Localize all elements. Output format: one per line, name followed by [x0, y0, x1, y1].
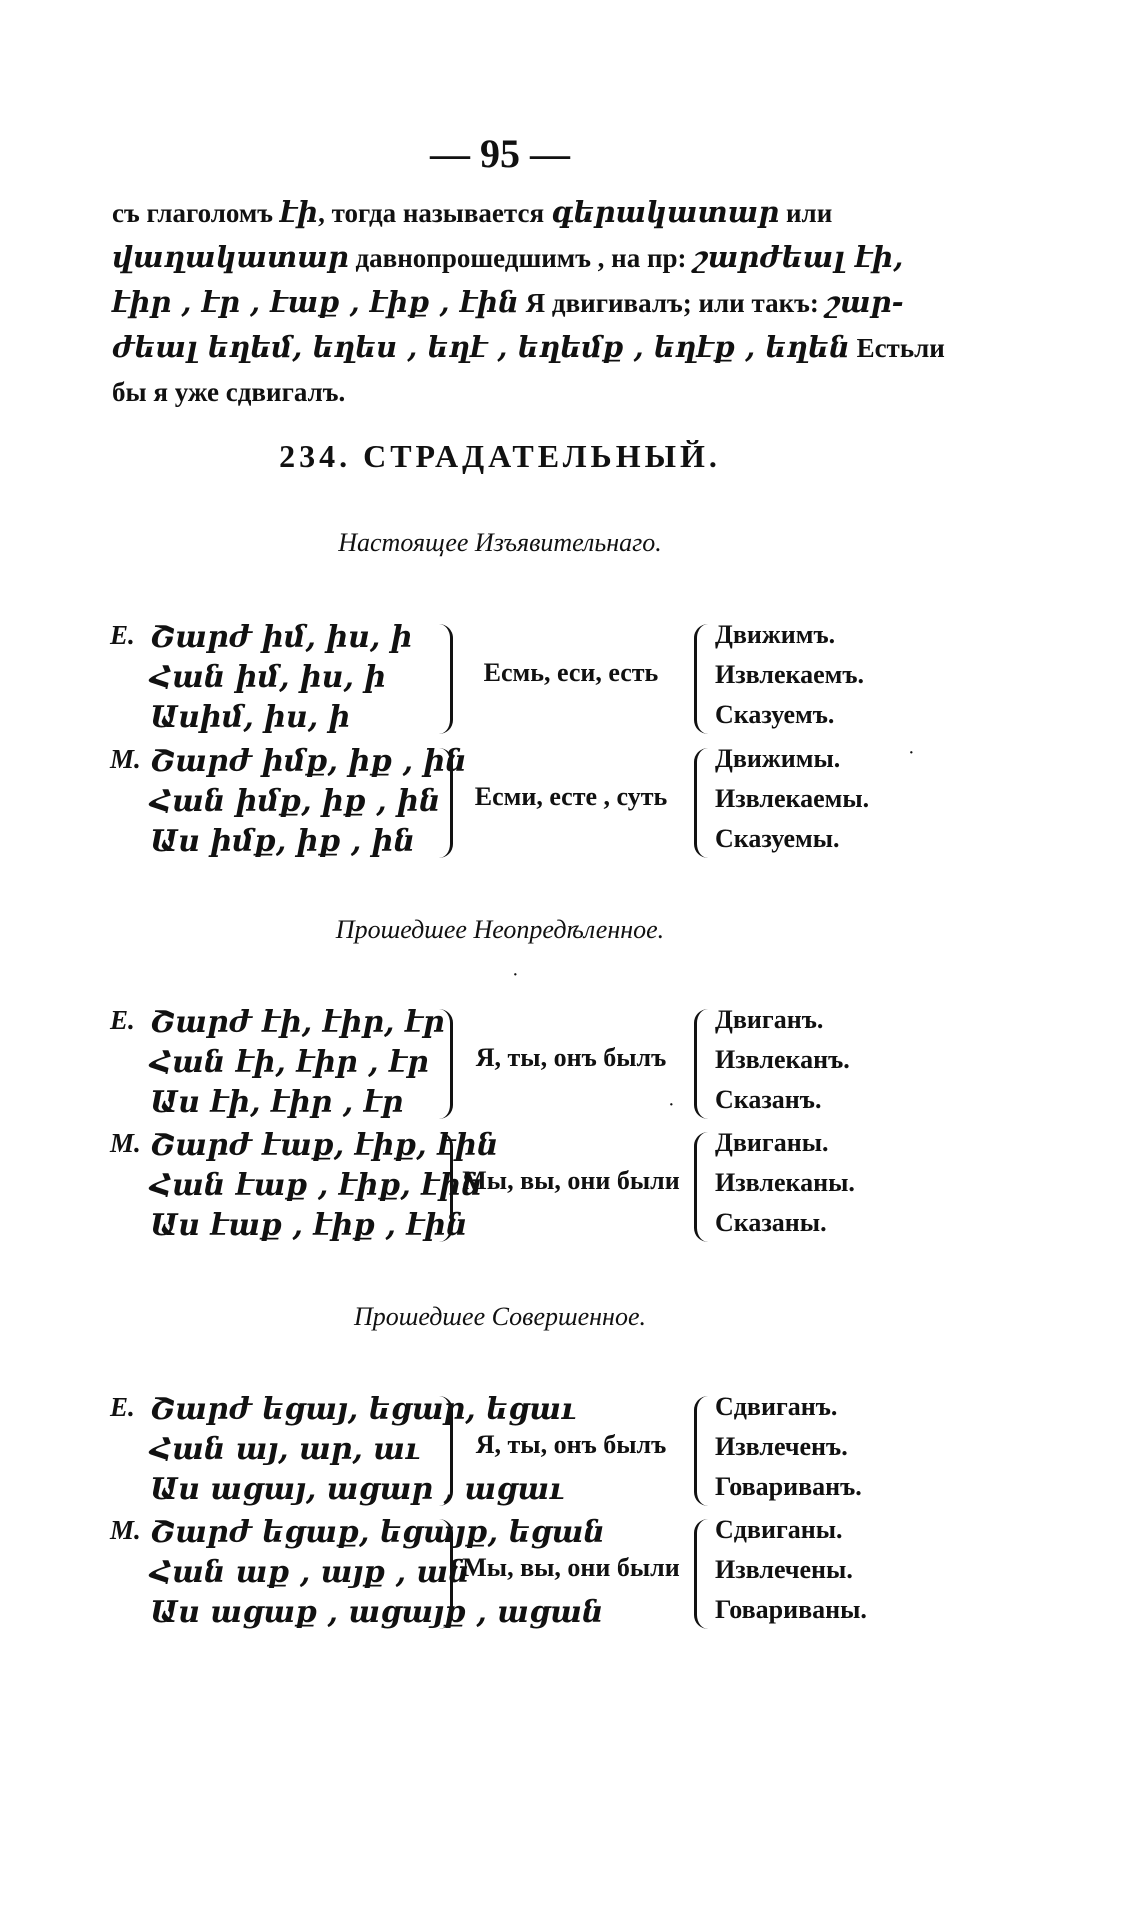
russian-meaning: Движимы. [715, 744, 841, 773]
print-speck: · [512, 964, 519, 986]
conjugation-group [0, 1515, 1140, 1635]
auxiliary-translation: Есми, есте , суть [474, 782, 668, 811]
russian-meaning: Говариваны. [715, 1595, 867, 1624]
russian-meaning: Извлечены. [715, 1555, 853, 1584]
tense-title: Прошедшее Неопредѣленное. [335, 915, 665, 944]
verb-form: Շարժ եցաք, եցայք, եցան [150, 1515, 605, 1550]
russian-meaning: Извлеканъ. [715, 1045, 850, 1074]
right-brace [694, 1132, 711, 1242]
armenian-text: շարժեալ էի, [693, 240, 904, 274]
number-label: Е. [110, 1005, 135, 1035]
page-number: — 95 — [430, 131, 570, 176]
russian-text: давнопрошедшимъ , на пр: [348, 243, 694, 273]
left-brace [436, 1396, 453, 1506]
verb-form: Աս էի, էիր , էր [150, 1085, 404, 1120]
section-title: 234. СТРАДАТЕЛЬНЫЙ. [279, 438, 721, 474]
left-brace [436, 1519, 453, 1629]
russian-text: Естьли [849, 333, 945, 363]
russian-meaning: Сказаны. [715, 1208, 827, 1237]
conjugation-group [0, 744, 1140, 864]
right-brace [694, 624, 711, 734]
russian-meaning: Извлеченъ. [715, 1432, 848, 1461]
verb-form: Հան այ, ար, աւ [150, 1432, 420, 1467]
verb-form: Աս էաք , էիք , էին [150, 1208, 468, 1243]
conjugation-group [0, 1005, 1140, 1125]
armenian-text: էի [279, 195, 319, 229]
right-brace [694, 748, 711, 858]
armenian-text: ժեալ եղեմ, եղես , եղէ , եղեմք , եղէք , եղեն [112, 330, 850, 364]
left-brace [436, 1009, 453, 1119]
russian-meaning: Движимъ. [715, 620, 836, 649]
print-speck: · [668, 1094, 675, 1116]
russian-meaning: Говариванъ. [715, 1472, 862, 1501]
russian-meaning: Двиганъ. [715, 1005, 824, 1034]
left-brace [436, 624, 453, 734]
russian-meaning: Сказуемы. [715, 824, 840, 853]
left-brace [436, 748, 453, 858]
verb-form: Շարժ էի, էիր, էր [150, 1005, 445, 1040]
number-label: Е. [110, 620, 135, 650]
verb-form: Հան իմք, իք , ին [150, 784, 441, 819]
right-brace [694, 1396, 711, 1506]
verb-form: Ասիմ, իս, ի [150, 700, 351, 735]
russian-meaning: Сказуемъ. [715, 700, 835, 729]
number-label: М. [110, 1128, 141, 1158]
russian-text: съ глаголомъ [112, 198, 280, 228]
verb-form: Շարժ իմք, իք , ին [150, 744, 467, 779]
verb-form: Շարժ եցայ, եցար, եցաւ [150, 1392, 576, 1427]
verb-form: Հան իմ, իս, ի [150, 660, 387, 695]
right-brace [694, 1009, 711, 1119]
number-label: Е. [110, 1392, 135, 1422]
auxiliary-translation: Мы, вы, они были [462, 1166, 680, 1195]
left-brace [436, 1132, 453, 1242]
conjugation-group [0, 1392, 1140, 1512]
russian-meaning: Извлекаемъ. [715, 660, 864, 689]
russian-text: , тогда называется [318, 198, 551, 228]
paragraph-line [112, 280, 904, 325]
tense-title: Настоящее Изъявительнаго. [338, 528, 662, 557]
right-brace [694, 1519, 711, 1629]
conjugation-group [0, 1128, 1140, 1248]
russian-text: Я двигивалъ; или такъ: [518, 288, 826, 318]
russian-text: бы я уже сдвигалъ. [112, 377, 346, 407]
verb-form: Հան էաք , էիք, էին [150, 1168, 483, 1203]
conjugation-group [0, 620, 1140, 740]
number-label: М. [110, 1515, 141, 1545]
armenian-text: գերակատար [550, 195, 780, 229]
paragraph-line [112, 235, 904, 280]
russian-meaning: Сказанъ. [715, 1085, 822, 1114]
armenian-text: վաղակատար [112, 240, 349, 274]
paragraph-line [112, 370, 892, 414]
verb-form: Աս իմք, իք , ին [150, 824, 416, 859]
verb-form: Շարժ էաք, էիք, էին [150, 1128, 499, 1163]
auxiliary-translation: Я, ты, онъ былъ [475, 1043, 667, 1072]
russian-text: или [779, 198, 833, 228]
verb-form: Շարժ իմ, իս, ի [150, 620, 413, 655]
auxiliary-translation: Я, ты, онъ былъ [475, 1430, 667, 1459]
intro-paragraph [112, 190, 945, 414]
armenian-text: էիր , էր , էաք , էիք , էին [112, 285, 519, 319]
auxiliary-translation: Мы, вы, они были [462, 1553, 680, 1582]
russian-meaning: Сдвиганъ. [715, 1392, 838, 1421]
russian-meaning: Извлекаемы. [715, 784, 870, 813]
tense-title: Прошедшее Совершенное. [353, 1302, 646, 1331]
auxiliary-translation: Есмь, еси, есть [483, 658, 659, 687]
russian-meaning: Извлеканы. [715, 1168, 855, 1197]
verb-form: Աս ացաք , ացայք , ացան [150, 1595, 604, 1630]
paragraph-line [112, 190, 892, 235]
paragraph-line [112, 325, 945, 370]
number-label: М. [110, 744, 141, 774]
verb-form: Հան էի, էիր , էր [150, 1045, 429, 1080]
russian-meaning: Двиганы. [715, 1128, 829, 1157]
verb-form: Հան աք , այք , ան [150, 1555, 470, 1590]
print-speck: · [908, 742, 915, 764]
verb-form: Աս ացայ, ացար , ացաւ [150, 1472, 564, 1507]
russian-meaning: Сдвиганы. [715, 1515, 843, 1544]
armenian-text: շար- [825, 285, 904, 319]
